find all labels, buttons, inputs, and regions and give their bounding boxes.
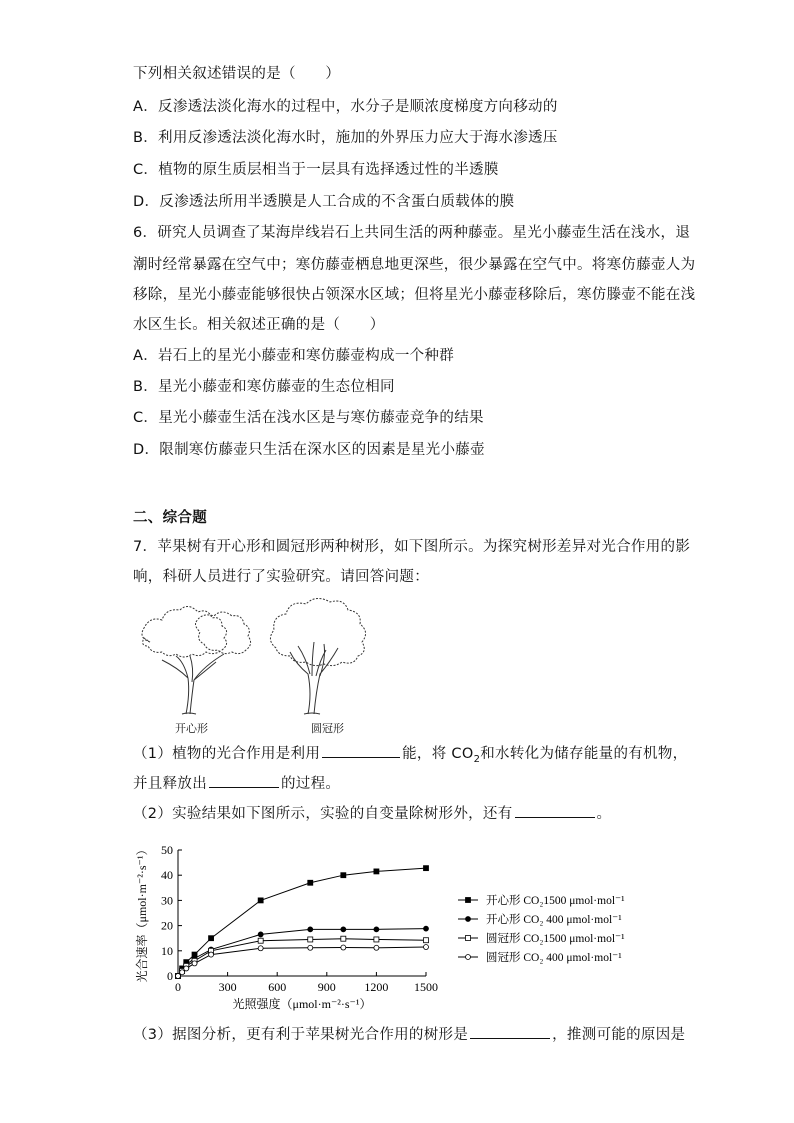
section-title: 二、综合题 (133, 510, 207, 526)
legend-marker-2 (466, 936, 471, 941)
x-tick-label: 300 (218, 980, 237, 994)
y-tick-label: 20 (161, 918, 173, 933)
answer-blank-release[interactable] (209, 773, 279, 788)
series-line-3 (178, 947, 426, 976)
y-tick-label: 40 (161, 868, 173, 883)
q6-line-2: 潮时经常暴露在空气中；寒仿藤壶栖息地更深些，很少暴露在空气中。将寒仿藤壶人为 (133, 257, 696, 273)
q7-part1-line2 (133, 773, 340, 794)
data-point-s2 (308, 937, 313, 942)
y-axis-label: 光合速率（μmol·m⁻²·s⁻¹） (135, 843, 149, 983)
co2-subscript: 2 (473, 753, 481, 765)
data-point-s0 (374, 869, 379, 874)
q6-line-4: 水区生长。相关叙述正确的是（ ） (133, 317, 385, 333)
x-axis-label: 光照强度（μmol·m⁻²·s⁻¹） (232, 997, 372, 1011)
y-tick-label: 10 (161, 943, 173, 958)
tree-label-round: 圆冠形 (311, 722, 344, 735)
data-point-s3 (308, 945, 313, 950)
q6-line-1: 6．研究人员调查了某海岸线岩石上共同生活的两种藤壶。星光小藤壶生活在浅水，退 (133, 225, 691, 241)
data-point-s3 (209, 952, 214, 957)
data-point-s1 (424, 926, 429, 931)
y-tick-label: 30 (161, 893, 173, 908)
data-point-s3 (258, 946, 263, 951)
q7-part1-text-e: 的过程。 (281, 776, 341, 792)
series-line-2 (178, 939, 426, 976)
q5-option-b: B．利用反渗透法淡化海水时，施加的外界压力应大于海水渗透压 (133, 130, 558, 146)
q7-part1-text-c: 和水转化为储存能量的有机物， (480, 746, 688, 762)
q7-part1-text-a: （1）植物的光合作用是利用 (133, 746, 321, 762)
q6-option-d: D．限制寒仿藤壶只生活在深水区的因素是星光小藤壶 (133, 442, 485, 458)
legend-label-1: 开心形 CO₂ 400 μmol·mol⁻¹ (486, 914, 622, 926)
data-point-s2 (341, 936, 346, 941)
y-tick-label: 0 (167, 969, 173, 983)
q6-option-a: A．岩石上的星光小藤壶和寒仿藤壶构成一个种群 (133, 348, 455, 364)
data-point-s0 (258, 898, 263, 903)
legend-label-0: 开心形 CO₂1500 μmol·mol⁻¹ (486, 895, 625, 907)
legend-marker-3 (466, 955, 471, 960)
data-point-s0 (209, 936, 214, 941)
q7-part2 (133, 803, 611, 824)
q6-option-c: C．星光小藤壶生活在浅水区是与寒仿藤壶竞争的结果 (133, 410, 484, 426)
q5-option-c: C．植物的原生质层相当于一层具有选择透过性的半透膜 (133, 162, 499, 178)
x-tick-label: 600 (268, 980, 287, 994)
q7-part3-text-a: （3）据图分析，更有利于苹果树光合作用的树形是 (133, 1027, 469, 1043)
q5-stem: 下列相关叙述错误的是（ ） (133, 66, 341, 82)
q6-line-3: 移除，星光小藤壶能够很快占领深水区域；但将星光小藤壶移除后，寒仿滕壶不能在浅 (133, 287, 696, 303)
q7-line-2: 响，科研人员进行了实验研究。请回答问题： (133, 569, 429, 585)
data-point-s3 (341, 945, 346, 950)
q6-option-b: B．星光小藤壶和寒仿藤壶的生态位相同 (133, 379, 395, 395)
q7-part1-text-d: 并且释放出 (133, 776, 207, 792)
q5-option-a: A．反渗透法淡化海水的过程中，水分子是顺浓度梯度方向移动的 (133, 99, 558, 115)
q7-part1-text-b: 能，将 CO (402, 746, 474, 762)
legend-label-3: 圆冠形 CO₂ 400 μmol·mol⁻¹ (486, 952, 622, 964)
data-point-s2 (374, 937, 379, 942)
data-point-s0 (341, 873, 346, 878)
q7-part2-text-b: 。 (596, 806, 612, 822)
answer-blank-variable[interactable] (515, 803, 595, 818)
data-point-s2 (424, 938, 429, 943)
q7-part3-text-b: ，推测可能的原因是 (552, 1027, 686, 1043)
data-point-s3 (180, 970, 185, 975)
photosynthesis-rate-chart (130, 838, 670, 1023)
legend-marker-0 (466, 898, 471, 903)
round-crown-tree-illustration (270, 598, 365, 714)
open-center-tree-illustration (142, 606, 251, 714)
x-tick-label: 900 (317, 980, 336, 994)
data-point-s3 (176, 974, 181, 979)
answer-blank-energy[interactable] (322, 743, 400, 758)
data-point-s1 (341, 927, 346, 932)
answer-blank-tree-form[interactable] (470, 1024, 550, 1039)
data-point-s0 (308, 880, 313, 885)
data-point-s1 (374, 927, 379, 932)
data-point-s1 (308, 927, 313, 932)
data-point-s2 (258, 938, 263, 943)
legend-marker-1 (466, 917, 471, 922)
data-point-s3 (192, 961, 197, 966)
tree-label-open: 开心形 (175, 722, 208, 735)
series-line-0 (178, 868, 426, 976)
data-point-s0 (424, 866, 429, 871)
y-tick-label: 50 (161, 843, 173, 857)
q7-part3 (133, 1024, 685, 1045)
series-line-1 (178, 929, 426, 976)
q7-part1-line1 (133, 743, 687, 770)
data-point-s3 (184, 966, 189, 971)
q5-option-d: D．反渗透法所用半透膜是人工合成的不含蛋白质载体的膜 (133, 194, 515, 210)
data-point-s1 (258, 932, 263, 937)
q7-line-1: 7．苹果树有开心形和圆冠形两种树形，如下图所示。为探究树形差异对光合作用的影 (133, 539, 691, 555)
tree-forms-figure (130, 596, 390, 726)
x-tick-label: 1500 (414, 980, 438, 994)
x-tick-label: 0 (175, 980, 181, 994)
data-point-s3 (374, 945, 379, 950)
data-point-s3 (424, 945, 429, 950)
legend-label-2: 圆冠形 CO₂1500 μmol·mol⁻¹ (486, 933, 625, 945)
q7-part2-text-a: （2）实验结果如下图所示，实验的自变量除树形外，还有 (133, 806, 513, 822)
x-tick-label: 1200 (364, 980, 389, 994)
